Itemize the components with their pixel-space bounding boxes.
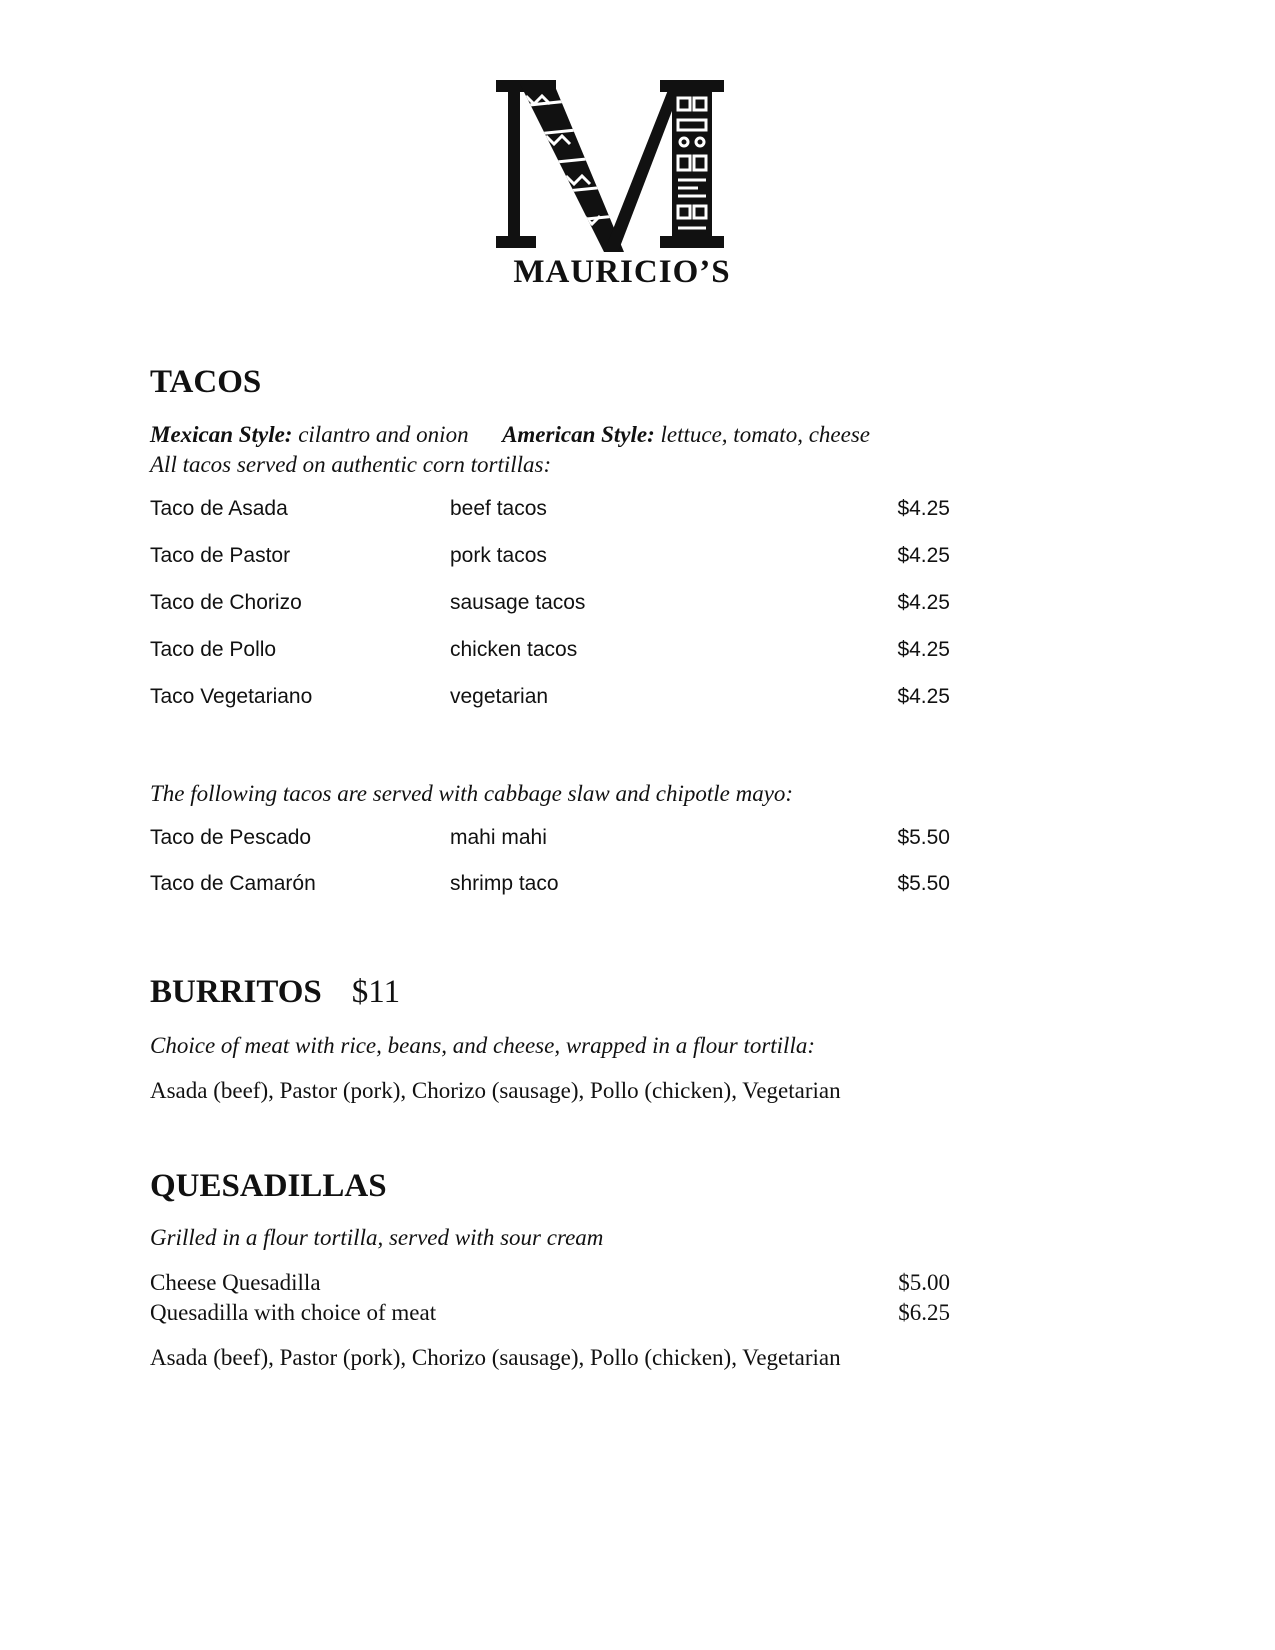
item-price: $5.50 bbox=[897, 826, 950, 849]
menu-item-row bbox=[150, 1270, 950, 1296]
item-name: Taco Vegetariano bbox=[150, 685, 313, 708]
tacos-served-note: All tacos served on authentic corn tortillas: bbox=[150, 452, 552, 477]
item-desc: vegetarian bbox=[450, 685, 549, 708]
menu-item-row bbox=[150, 872, 950, 902]
mexican-style-text: cilantro and onion bbox=[298, 422, 469, 447]
logo-m-mark bbox=[496, 76, 748, 256]
menu-item-row bbox=[150, 638, 950, 668]
burritos-note: Choice of meat with rice, beans, and cheese, wrapped in a flour tortilla: bbox=[150, 1033, 816, 1058]
section-heading-quesadillas: QUESADILLAS bbox=[150, 1168, 387, 1204]
item-desc: mahi mahi bbox=[450, 826, 547, 849]
item-name: Cheese Quesadilla bbox=[150, 1270, 321, 1295]
item-name: Taco de Pollo bbox=[150, 638, 277, 661]
item-price: $4.25 bbox=[897, 544, 950, 567]
burritos-price: $11 bbox=[351, 974, 401, 1010]
tacos-style-note bbox=[150, 422, 870, 448]
section-heading-burritos bbox=[150, 974, 400, 1011]
menu-item-row bbox=[150, 1300, 950, 1326]
burritos-options: Asada (beef), Pastor (pork), Chorizo (sausage), Pollo (chicken), Vegetarian bbox=[150, 1078, 841, 1103]
item-price: $5.00 bbox=[898, 1270, 950, 1295]
item-price: $4.25 bbox=[897, 591, 950, 614]
menu-item-row bbox=[150, 544, 950, 574]
item-desc: sausage tacos bbox=[450, 591, 586, 614]
item-name: Taco de Chorizo bbox=[150, 591, 302, 614]
item-price: $4.25 bbox=[897, 638, 950, 661]
item-price: $5.50 bbox=[897, 872, 950, 895]
section-heading-tacos: TACOS bbox=[150, 364, 262, 400]
item-name: Taco de Pastor bbox=[150, 544, 291, 567]
menu-item-row bbox=[150, 497, 950, 527]
item-name: Taco de Pescado bbox=[150, 826, 312, 849]
brand-name: MAURICIO’S bbox=[513, 254, 731, 290]
item-name: Taco de Asada bbox=[150, 497, 288, 520]
item-name: Taco de Camarón bbox=[150, 872, 316, 895]
menu-item-row bbox=[150, 826, 950, 856]
american-style-label: American Style: bbox=[502, 422, 655, 447]
item-desc: chicken tacos bbox=[450, 638, 578, 661]
item-name: Quesadilla with choice of meat bbox=[150, 1300, 437, 1325]
item-price: $4.25 bbox=[897, 497, 950, 520]
item-price: $6.25 bbox=[898, 1300, 950, 1325]
menu-item-row bbox=[150, 591, 950, 621]
quesadillas-note: Grilled in a flour tortilla, served with sour cream bbox=[150, 1225, 604, 1250]
american-style-text: lettuce, tomato, cheese bbox=[660, 422, 870, 447]
quesadillas-options: Asada (beef), Pastor (pork), Chorizo (sausage), Pollo (chicken), Vegetarian bbox=[150, 1345, 841, 1370]
special-tacos-note: The following tacos are served with cabbage slaw and chipotle mayo: bbox=[150, 781, 794, 806]
menu-item-row bbox=[150, 685, 950, 715]
burritos-heading: BURRITOS bbox=[150, 974, 322, 1010]
mexican-style-label: Mexican Style: bbox=[150, 422, 293, 447]
item-desc: pork tacos bbox=[450, 544, 547, 567]
item-price: $4.25 bbox=[897, 685, 950, 708]
item-desc: shrimp taco bbox=[450, 872, 559, 895]
item-desc: beef tacos bbox=[450, 497, 547, 520]
